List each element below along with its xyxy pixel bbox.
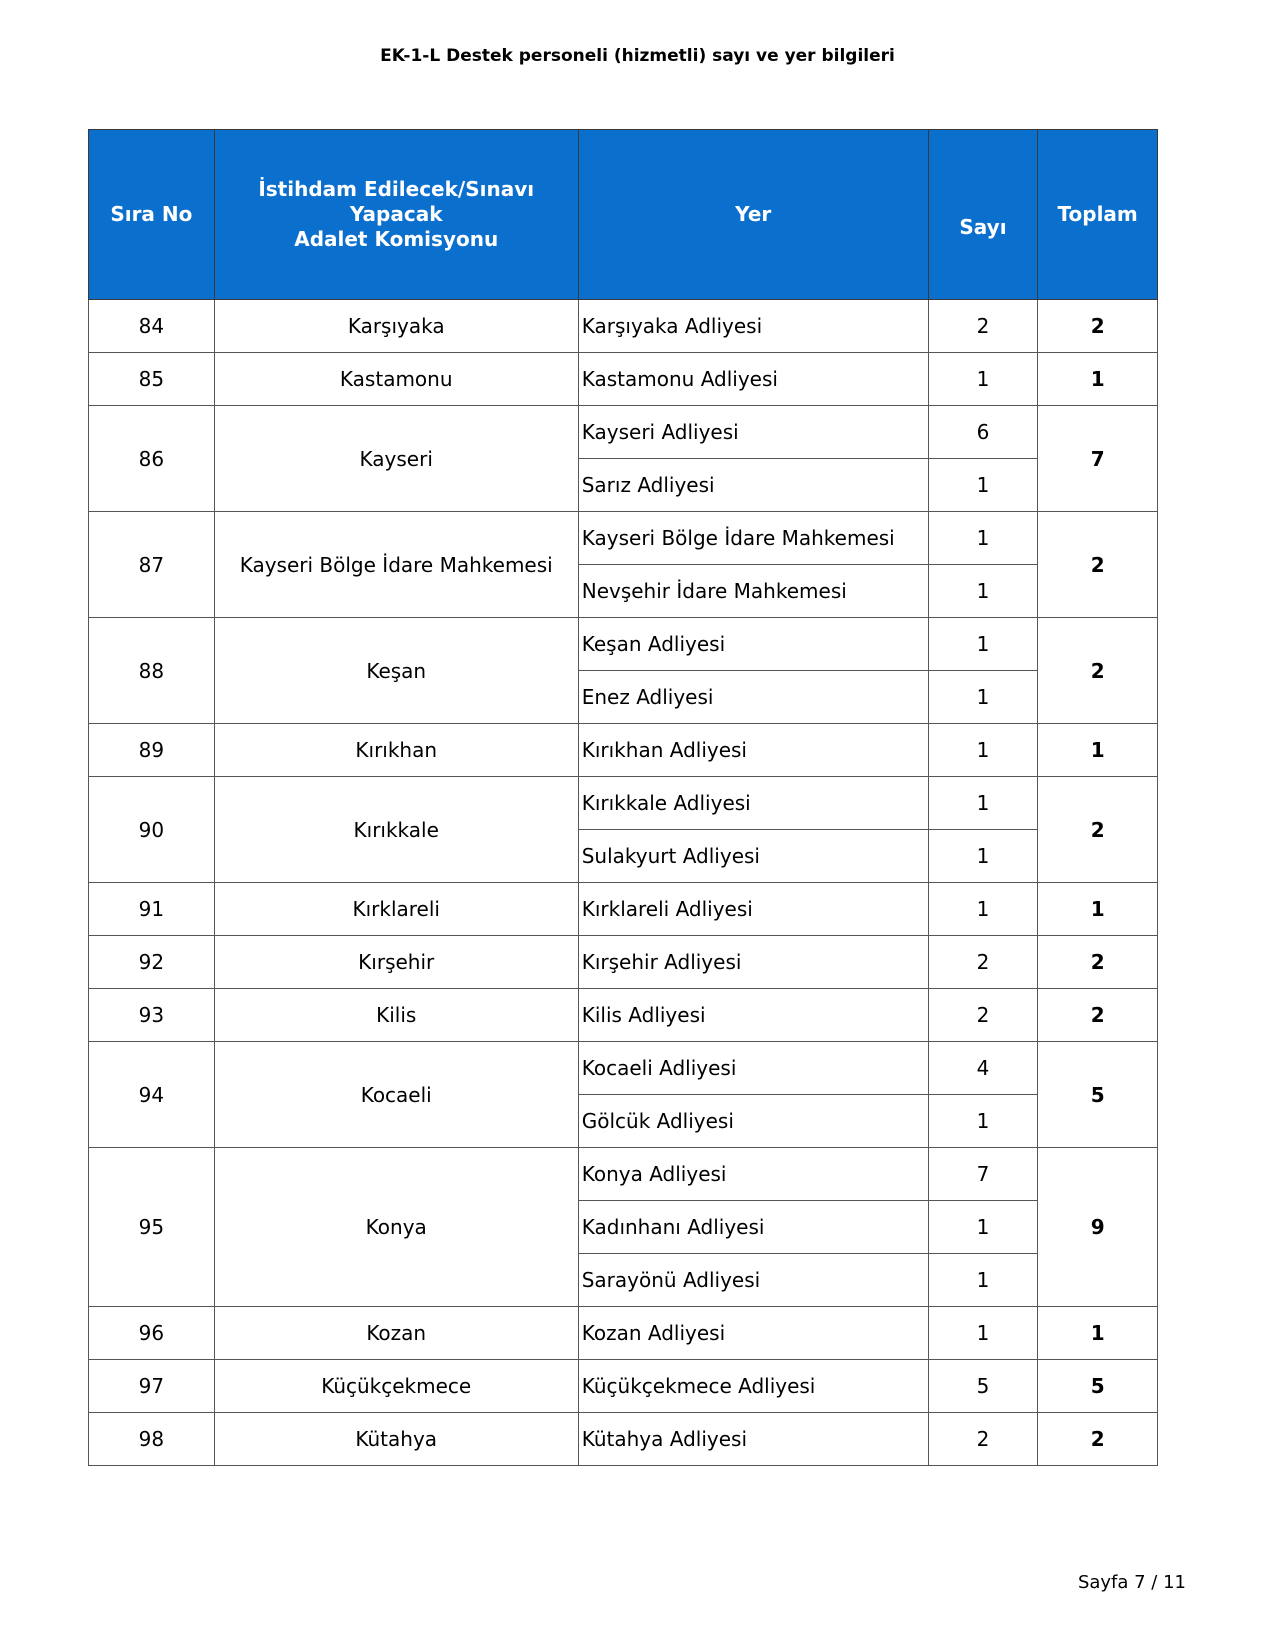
sira-no-cell: 93 xyxy=(89,989,215,1042)
header-toplam: Toplam xyxy=(1038,130,1158,300)
sayi-cell: 1 xyxy=(928,618,1038,671)
sira-no-cell: 95 xyxy=(89,1148,215,1307)
sayi-cell: 1 xyxy=(928,459,1038,512)
toplam-cell: 9 xyxy=(1038,1148,1158,1307)
sira-no-cell: 94 xyxy=(89,1042,215,1148)
yer-cell: Kastamonu Adliyesi xyxy=(578,353,928,406)
sayi-cell: 1 xyxy=(928,724,1038,777)
table-row xyxy=(89,989,1158,1042)
komisyon-cell: Kilis xyxy=(214,989,578,1042)
sayi-cell: 1 xyxy=(928,1307,1038,1360)
sira-no-cell: 91 xyxy=(89,883,215,936)
table-row xyxy=(89,1413,1158,1466)
table-row xyxy=(89,777,1158,830)
yer-cell: Kayseri Bölge İdare Mahkemesi xyxy=(578,512,928,565)
header-komisyon xyxy=(214,130,578,300)
sayi-cell: 7 xyxy=(928,1148,1038,1201)
komisyon-cell: Kırklareli xyxy=(214,883,578,936)
komisyon-cell: Kayseri Bölge İdare Mahkemesi xyxy=(214,512,578,618)
toplam-cell: 1 xyxy=(1038,1307,1158,1360)
yer-cell: Keşan Adliyesi xyxy=(578,618,928,671)
toplam-cell: 2 xyxy=(1038,1413,1158,1466)
toplam-cell: 2 xyxy=(1038,300,1158,353)
sayi-cell: 1 xyxy=(928,830,1038,883)
toplam-cell: 2 xyxy=(1038,618,1158,724)
sayi-cell: 6 xyxy=(928,406,1038,459)
yer-cell: Kırıkhan Adliyesi xyxy=(578,724,928,777)
komisyon-cell: Kırşehir xyxy=(214,936,578,989)
sayi-cell: 2 xyxy=(928,300,1038,353)
table-row xyxy=(89,1307,1158,1360)
komisyon-cell: Kozan xyxy=(214,1307,578,1360)
table-row xyxy=(89,512,1158,565)
table-row xyxy=(89,1042,1158,1095)
sayi-cell: 1 xyxy=(928,565,1038,618)
table-row xyxy=(89,883,1158,936)
komisyon-cell: Kayseri xyxy=(214,406,578,512)
komisyon-cell: Kırıkkale xyxy=(214,777,578,883)
table-row xyxy=(89,300,1158,353)
header-sira-no: Sıra No xyxy=(89,130,215,300)
sayi-cell: 4 xyxy=(928,1042,1038,1095)
header-komisyon-line-1: İstihdam Edilecek/Sınavı xyxy=(258,177,535,201)
komisyon-cell: Kütahya xyxy=(214,1413,578,1466)
yer-cell: Kütahya Adliyesi xyxy=(578,1413,928,1466)
table-row xyxy=(89,1148,1158,1201)
sira-no-cell: 97 xyxy=(89,1360,215,1413)
header-sayi-label: Sayı xyxy=(959,215,1007,239)
toplam-cell: 1 xyxy=(1038,724,1158,777)
sayi-cell: 1 xyxy=(928,353,1038,406)
yer-cell: Kayseri Adliyesi xyxy=(578,406,928,459)
document-title: EK-1-L Destek personeli (hizmetli) sayı ve yer bilgileri xyxy=(380,46,895,66)
table-row xyxy=(89,936,1158,989)
toplam-cell: 1 xyxy=(1038,353,1158,406)
yer-cell: Sulakyurt Adliyesi xyxy=(578,830,928,883)
header-sayi xyxy=(928,130,1038,300)
yer-cell: Kozan Adliyesi xyxy=(578,1307,928,1360)
komisyon-cell: Karşıyaka xyxy=(214,300,578,353)
sira-no-cell: 98 xyxy=(89,1413,215,1466)
sira-no-cell: 88 xyxy=(89,618,215,724)
yer-cell: Sarayönü Adliyesi xyxy=(578,1254,928,1307)
sayi-cell: 2 xyxy=(928,1413,1038,1466)
yer-cell: Kadınhanı Adliyesi xyxy=(578,1201,928,1254)
sayi-cell: 1 xyxy=(928,883,1038,936)
header-komisyon-line-3: Adalet Komisyonu xyxy=(294,227,499,251)
header-yer: Yer xyxy=(578,130,928,300)
table-header-row xyxy=(89,130,1158,300)
sayi-cell: 1 xyxy=(928,1254,1038,1307)
toplam-cell: 1 xyxy=(1038,883,1158,936)
yer-cell: Nevşehir İdare Mahkemesi xyxy=(578,565,928,618)
sira-no-cell: 92 xyxy=(89,936,215,989)
table-row xyxy=(89,618,1158,671)
sayi-cell: 2 xyxy=(928,989,1038,1042)
toplam-cell: 2 xyxy=(1038,936,1158,989)
sira-no-cell: 84 xyxy=(89,300,215,353)
personnel-table xyxy=(88,129,1158,1466)
komisyon-cell: Küçükçekmece xyxy=(214,1360,578,1413)
sayi-cell: 1 xyxy=(928,512,1038,565)
sira-no-cell: 89 xyxy=(89,724,215,777)
yer-cell: Gölcük Adliyesi xyxy=(578,1095,928,1148)
toplam-cell: 5 xyxy=(1038,1042,1158,1148)
toplam-cell: 2 xyxy=(1038,989,1158,1042)
toplam-cell: 7 xyxy=(1038,406,1158,512)
yer-cell: Karşıyaka Adliyesi xyxy=(578,300,928,353)
sira-no-cell: 85 xyxy=(89,353,215,406)
komisyon-cell: Keşan xyxy=(214,618,578,724)
sayi-cell: 1 xyxy=(928,671,1038,724)
yer-cell: Kırklareli Adliyesi xyxy=(578,883,928,936)
sayi-cell: 1 xyxy=(928,1201,1038,1254)
header-komisyon-line-2: Yapacak xyxy=(349,202,443,226)
toplam-cell: 5 xyxy=(1038,1360,1158,1413)
sayi-cell: 1 xyxy=(928,777,1038,830)
komisyon-cell: Kocaeli xyxy=(214,1042,578,1148)
yer-cell: Kırşehir Adliyesi xyxy=(578,936,928,989)
table-row xyxy=(89,1360,1158,1413)
page-number: Sayfa 7 / 11 xyxy=(1077,1572,1186,1593)
yer-cell: Sarız Adliyesi xyxy=(578,459,928,512)
yer-cell: Küçükçekmece Adliyesi xyxy=(578,1360,928,1413)
sira-no-cell: 87 xyxy=(89,512,215,618)
sira-no-cell: 96 xyxy=(89,1307,215,1360)
table-body xyxy=(89,300,1158,1466)
yer-cell: Kocaeli Adliyesi xyxy=(578,1042,928,1095)
sayi-cell: 1 xyxy=(928,1095,1038,1148)
sira-no-cell: 86 xyxy=(89,406,215,512)
yer-cell: Kırıkkale Adliyesi xyxy=(578,777,928,830)
sira-no-cell: 90 xyxy=(89,777,215,883)
yer-cell: Enez Adliyesi xyxy=(578,671,928,724)
komisyon-cell: Kırıkhan xyxy=(214,724,578,777)
yer-cell: Kilis Adliyesi xyxy=(578,989,928,1042)
komisyon-cell: Konya xyxy=(214,1148,578,1307)
table-row xyxy=(89,353,1158,406)
sayi-cell: 2 xyxy=(928,936,1038,989)
table-row xyxy=(89,724,1158,777)
sayi-cell: 5 xyxy=(928,1360,1038,1413)
komisyon-cell: Kastamonu xyxy=(214,353,578,406)
table-row xyxy=(89,406,1158,459)
toplam-cell: 2 xyxy=(1038,512,1158,618)
toplam-cell: 2 xyxy=(1038,777,1158,883)
yer-cell: Konya Adliyesi xyxy=(578,1148,928,1201)
